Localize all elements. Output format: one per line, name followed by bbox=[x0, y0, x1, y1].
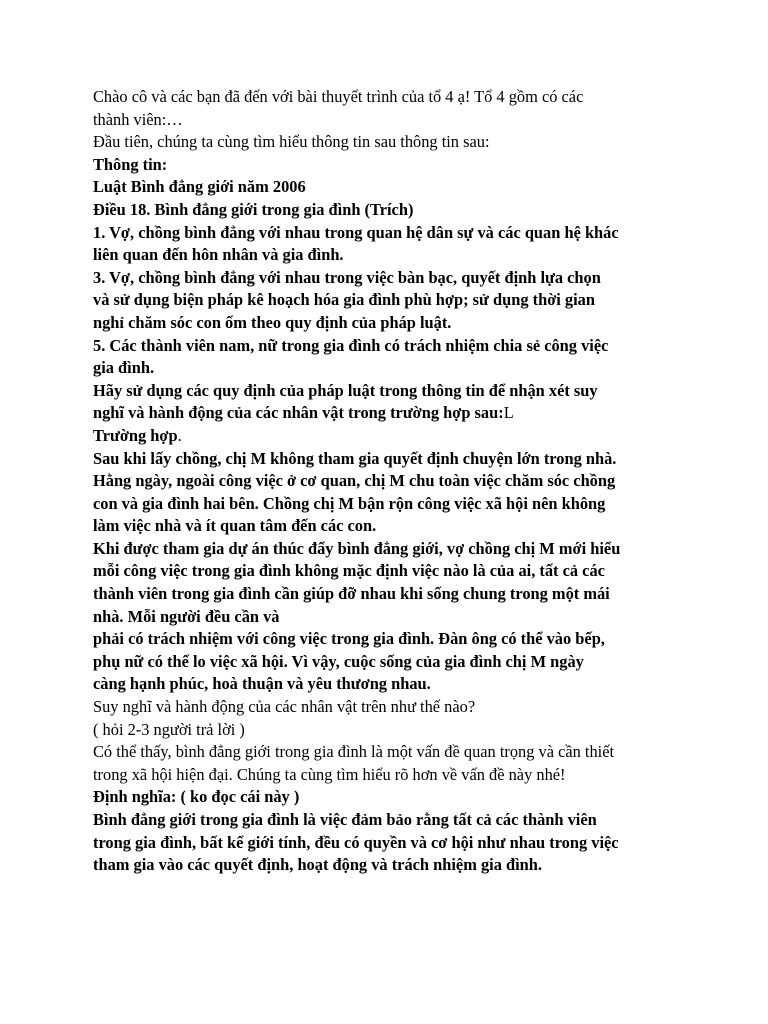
document-line bbox=[93, 312, 693, 335]
document-line-text: thành viên:… bbox=[93, 109, 183, 129]
document-line-text: Hãy sử dụng các quy định của pháp luật trong thông tin để nhận xét suy bbox=[93, 380, 598, 400]
document-line-text: Có thể thấy, bình đẳng giới trong gia đình là một vấn đề quan trọng và cần thiết bbox=[93, 742, 615, 762]
document-line-text: Suy nghĩ và hành động của các nhân vật trên như thế nào? bbox=[93, 697, 476, 717]
document-line bbox=[93, 854, 693, 877]
document-line bbox=[93, 176, 693, 199]
document-line-text: Đầu tiên, chúng ta cùng tìm hiểu thông tin sau thông tin sau: bbox=[93, 132, 490, 152]
document-line-text: mỗi công việc trong gia đình không mặc định việc nào là của ai, tất cả các bbox=[93, 561, 605, 581]
document-line bbox=[93, 335, 693, 358]
document-line-text: phụ nữ có thể lo việc xã hội. Vì vậy, cuộc sống của gia đình chị M ngày bbox=[93, 651, 584, 671]
document-line-tail: . bbox=[177, 425, 182, 445]
document-line-text: càng hạnh phúc, hoà thuận và yêu thương nhau. bbox=[93, 674, 431, 694]
document-line bbox=[93, 222, 693, 245]
document-line-text: làm việc nhà và ít quan tâm đến các con. bbox=[93, 516, 377, 536]
document-line bbox=[93, 764, 693, 787]
document-line bbox=[93, 538, 693, 561]
document-line-text: Định nghĩa: ( ko đọc cái này ) bbox=[93, 787, 300, 807]
document-line-text: 3. Vợ, chồng bình đẳng với nhau trong việc bàn bạc, quyết định lựa chọn bbox=[93, 267, 601, 287]
document-line bbox=[93, 402, 693, 425]
document-line-text: gia đình. bbox=[93, 358, 155, 378]
document-line-text: Luật Bình đẳng giới năm 2006 bbox=[93, 177, 306, 197]
document-line-text: và sử dụng biện pháp kê hoạch hóa gia đình phù hợp; sử dụng thời gian bbox=[93, 290, 595, 310]
document-line bbox=[93, 86, 693, 109]
document-line bbox=[93, 357, 693, 380]
document-line-text: liên quan đến hôn nhân và gia đình. bbox=[93, 245, 344, 265]
document-line-text: Chào cô và các bạn đã đến với bài thuyết trình của tổ 4 ạ! Tổ 4 gồm có các bbox=[93, 87, 584, 106]
document-line bbox=[93, 809, 693, 832]
document-line bbox=[93, 696, 693, 719]
document-line-text: Thông tin: bbox=[93, 154, 168, 174]
document-line-text: trong xã hội hiện đại. Chúng ta cùng tìm hiểu rõ hơn về vấn đề này nhé! bbox=[93, 764, 566, 784]
document-line bbox=[93, 470, 693, 493]
document-line-text: Điều 18. Bình đẳng giới trong gia đình (Trích) bbox=[93, 199, 414, 219]
document-line-text: trong gia đình, bất kể giới tính, đều có quyền và cơ hội như nhau trong việc bbox=[93, 832, 619, 852]
document-line-text: 1. Vợ, chồng bình đẳng với nhau trong quan hệ dân sự và các quan hệ khác bbox=[93, 222, 619, 242]
document-line bbox=[93, 244, 693, 267]
document-line-text: thành viên trong gia đình cần giúp đỡ nhau khi sống chung trong một mái bbox=[93, 584, 610, 604]
document-line-text: con và gia đình hai bên. Chồng chị M bận rộn công việc xã hội nên không bbox=[93, 493, 606, 513]
document-line bbox=[93, 719, 693, 742]
document-line bbox=[93, 154, 693, 177]
document-line-text: phải có trách nhiệm với công việc trong gia đình. Đàn ông có thể vào bếp, bbox=[93, 629, 605, 649]
document-line bbox=[93, 109, 693, 132]
document-line bbox=[93, 583, 693, 606]
document-line bbox=[93, 741, 693, 764]
document-line-text: Trường hợp bbox=[93, 425, 178, 445]
document-page bbox=[93, 86, 693, 877]
document-line-text: 5. Các thành viên nam, nữ trong gia đình có trách nhiệm chia sẻ công việc bbox=[93, 335, 609, 355]
document-line bbox=[93, 560, 693, 583]
document-line bbox=[93, 832, 693, 855]
document-line bbox=[93, 267, 693, 290]
document-line bbox=[93, 673, 693, 696]
document-line bbox=[93, 515, 693, 538]
document-line bbox=[93, 786, 693, 809]
document-line-text: nhà. Mỗi người đều cần và bbox=[93, 606, 280, 626]
document-line bbox=[93, 606, 693, 629]
document-line bbox=[93, 448, 693, 471]
document-line bbox=[93, 289, 693, 312]
document-line-text: Sau khi lấy chồng, chị M không tham gia quyết định chuyện lớn trong nhà. bbox=[93, 448, 617, 468]
document-line bbox=[93, 380, 693, 403]
document-line bbox=[93, 425, 693, 448]
document-line-tail: L bbox=[503, 403, 514, 423]
document-line-text: ( hỏi 2-3 người trả lời ) bbox=[93, 719, 245, 739]
document-line-text: Khi được tham gia dự án thúc đẩy bình đẳng giới, vợ chồng chị M mới hiểu bbox=[93, 538, 621, 558]
document-line-text: Bình đẳng giới trong gia đình là việc đảm bảo rằng tất cả các thành viên bbox=[93, 810, 597, 829]
document-line-text: nghĩ và hành động của các nhân vật trong trường hợp sau: bbox=[93, 403, 504, 423]
document-line-text: tham gia vào các quyết định, hoạt động và trách nhiệm gia đình. bbox=[93, 855, 542, 875]
document-line-text: Hằng ngày, ngoài công việc ở cơ quan, chị M chu toàn việc chăm sóc chồng bbox=[93, 471, 616, 491]
document-line bbox=[93, 493, 693, 516]
document-line-text: nghỉ chăm sóc con ốm theo quy định của pháp luật. bbox=[93, 312, 452, 332]
document-line bbox=[93, 131, 693, 154]
document-line bbox=[93, 628, 693, 651]
document-line bbox=[93, 199, 693, 222]
document-line bbox=[93, 651, 693, 674]
